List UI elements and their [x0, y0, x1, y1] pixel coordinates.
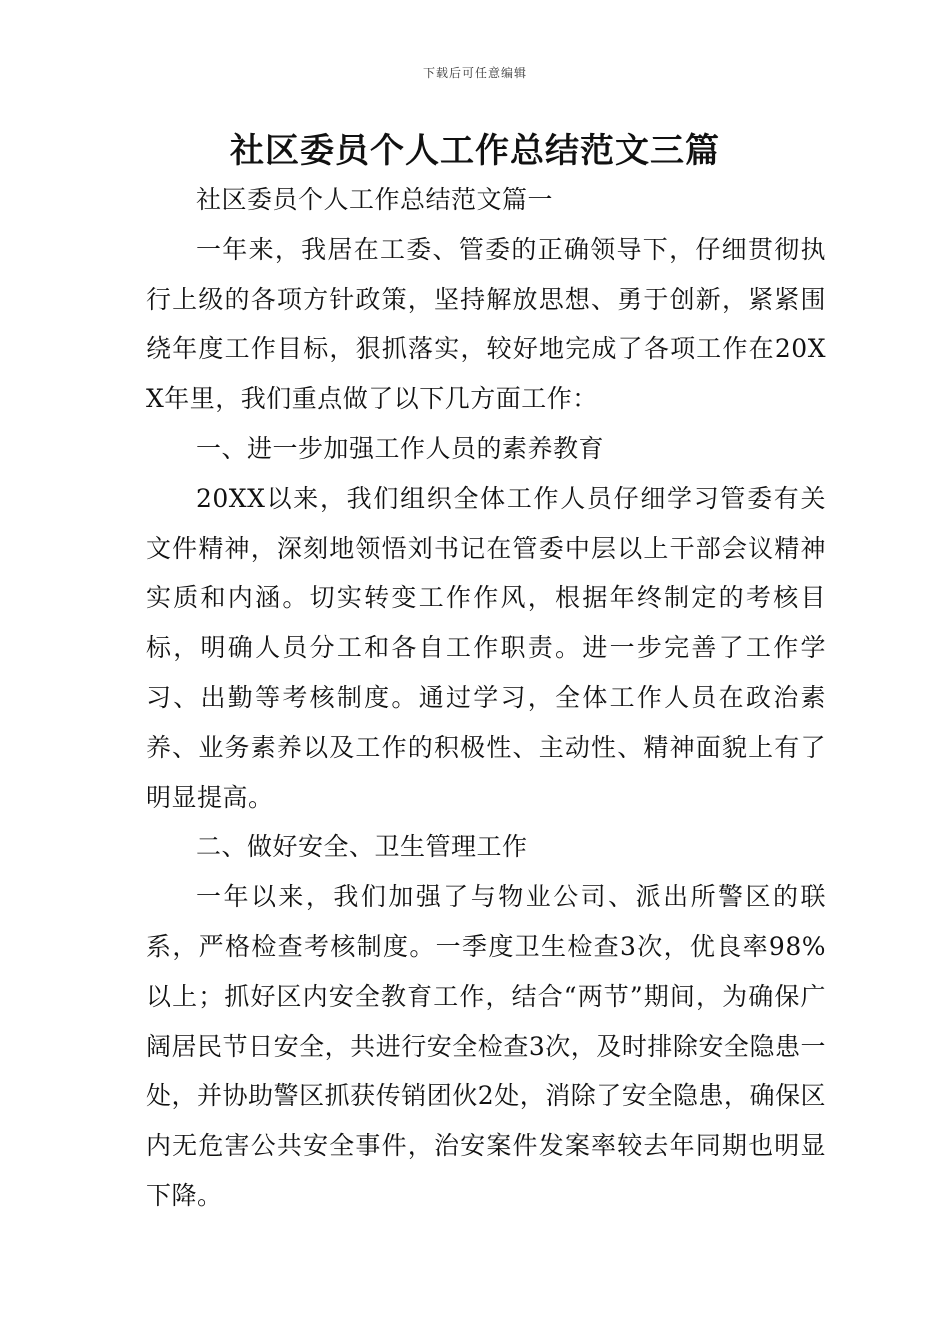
section-heading-safety: 二、做好安全、卫生管理工作 [196, 832, 528, 862]
header-note: 下载后可任意编辑 [422, 66, 527, 80]
section-heading-education: 一、进一步加强工作人员的素养教育 [196, 433, 605, 463]
paragraph-safety: 一年以来，我们加强了与物业公司、派出所警区的联系，严格检查考核制度。一季度卫生检查3次，优良率98%以上；抓好区内安全教育工作，结合“两节”期间，为确保广阔居民节日安全，共进行安全检查3次，及时排除安全隐患一处，并协助警区抓获传销团伙2处，消除了安全隐患，确保区内无危害公共安全事件，治安案件发案率较去年同期也明显下降。 [146, 882, 826, 1210]
paragraph-intro: 一年来，我居在工委、管委的正确领导下，仔细贯彻执行上级的各项方针政策，坚持解放思想、勇于创新，紧紧围绕年度工作目标，狠抓落实，较好地完成了各项工作在20XX年里，我们重点做了以下几方面工作： [146, 234, 826, 414]
paragraph-education: 20XX以来，我们组织全体工作人员仔细学习管委有关文件精神，深刻地领悟刘书记在管委中层以上干部会议精神实质和内涵。切实转变工作作风，根据年终制定的考核目标，明确人员分工和各自工作职责。进一步完善了工作学习、出勤等考核制度。通过学习，全体工作人员在政治素养、业务素养以及工作的积极性、主动性、精神面貌上有了明显提高。 [146, 483, 826, 812]
section-heading-part-one: 社区委员个人工作总结范文篇一 [196, 185, 554, 214]
document-title: 社区委员个人工作总结范文三篇 [230, 131, 720, 171]
document-body [146, 175, 826, 1221]
